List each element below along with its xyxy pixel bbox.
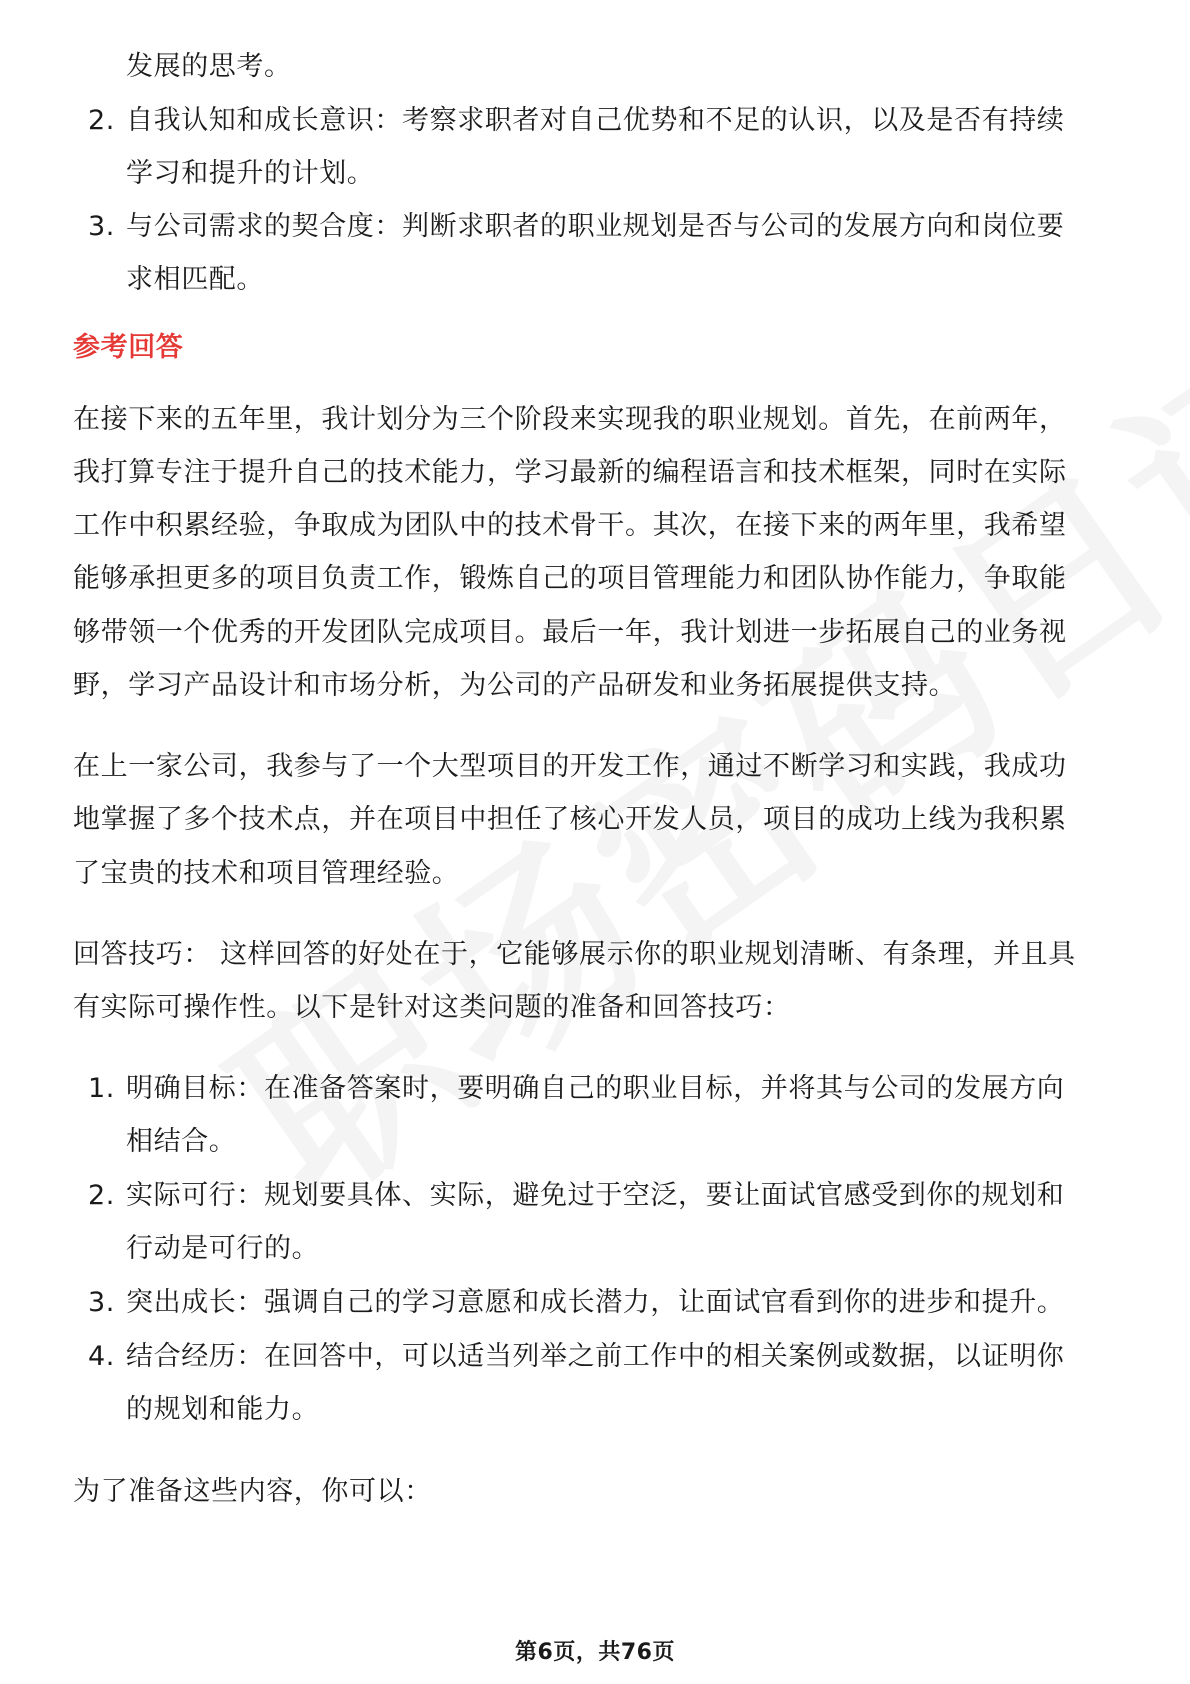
paragraph-line: 野，学习产品设计和市场分析，为公司的产品研发和业务拓展提供支持。 [73,670,957,701]
list-item-text: 与公司需求的契合度：判断求职者的职业规划是否与公司的发展方向和岗位要 [126,211,1065,242]
list-number: 3. [88,211,115,242]
list-item-continuation: 发展的思考。 [126,51,292,82]
list-item-text: 自我认知和成长意识：考察求职者对自己优势和不足的认识，以及是否有持续 [126,105,1065,136]
paragraph-line: 在接下来的五年里，我计划分为三个阶段来实现我的职业规划。首先，在前两年， [73,404,1067,435]
list-item-text: 突出成长：强调自己的学习意愿和成长潜力，让面试官看到你的进步和提升。 [126,1287,1065,1318]
paragraph-line: 在上一家公司，我参与了一个大型项目的开发工作，通过不断学习和实践，我成功 [73,751,1067,782]
list-item-text: 求相匹配。 [126,264,264,295]
section-heading: 参考回答 [73,332,184,363]
list-number: 3. [88,1287,115,1318]
paragraph-line: 地掌握了多个技术点，并在项目中担任了核心开发人员，项目的成功上线为我积累 [73,804,1067,835]
list-item-text: 学习和提升的计划。 [126,158,375,189]
list-item-text: 实际可行：规划要具体、实际，避免过于空泛，要让面试官感受到你的规划和 [126,1180,1065,1211]
paragraph-line: 有实际可操作性。以下是针对这类问题的准备和回答技巧： [73,992,791,1023]
list-item-text: 行动是可行的。 [126,1233,320,1264]
paragraph-line: 够带领一个优秀的开发团队完成项目。最后一年，我计划进一步拓展自己的业务视 [73,617,1067,648]
list-number: 2. [88,1180,115,1211]
page-footer: 第6页，共76页 [515,1640,675,1665]
paragraph-line: 了宝贵的技术和项目管理经验。 [73,858,460,889]
list-item-text: 相结合。 [126,1126,237,1157]
paragraph-line: 能够承担更多的项目负责工作，锻炼自己的项目管理能力和团队协作能力，争取能 [73,563,1067,594]
list-number: 4. [88,1341,115,1372]
paragraph-line: 我打算专注于提升自己的技术能力，学习最新的编程语言和技术框架，同时在实际 [73,457,1067,488]
list-number: 1. [88,1073,115,1104]
list-item-text: 的规划和能力。 [126,1394,320,1425]
paragraph-line: 工作中积累经验，争取成为团队中的技术骨干。其次，在接下来的两年里，我希望 [73,510,1067,541]
list-number: 2. [88,105,115,136]
list-item-text: 结合经历：在回答中，可以适当列举之前工作中的相关案例或数据，以证明你 [126,1341,1065,1372]
paragraph-line: 回答技巧： 这样回答的好处在于，它能够展示你的职业规划清晰、有条理，并且具 [73,939,1076,970]
closing-paragraph: 为了准备这些内容，你可以： [73,1476,432,1507]
list-item-text: 明确目标：在准备答案时，要明确自己的职业目标，并将其与公司的发展方向 [126,1073,1065,1104]
